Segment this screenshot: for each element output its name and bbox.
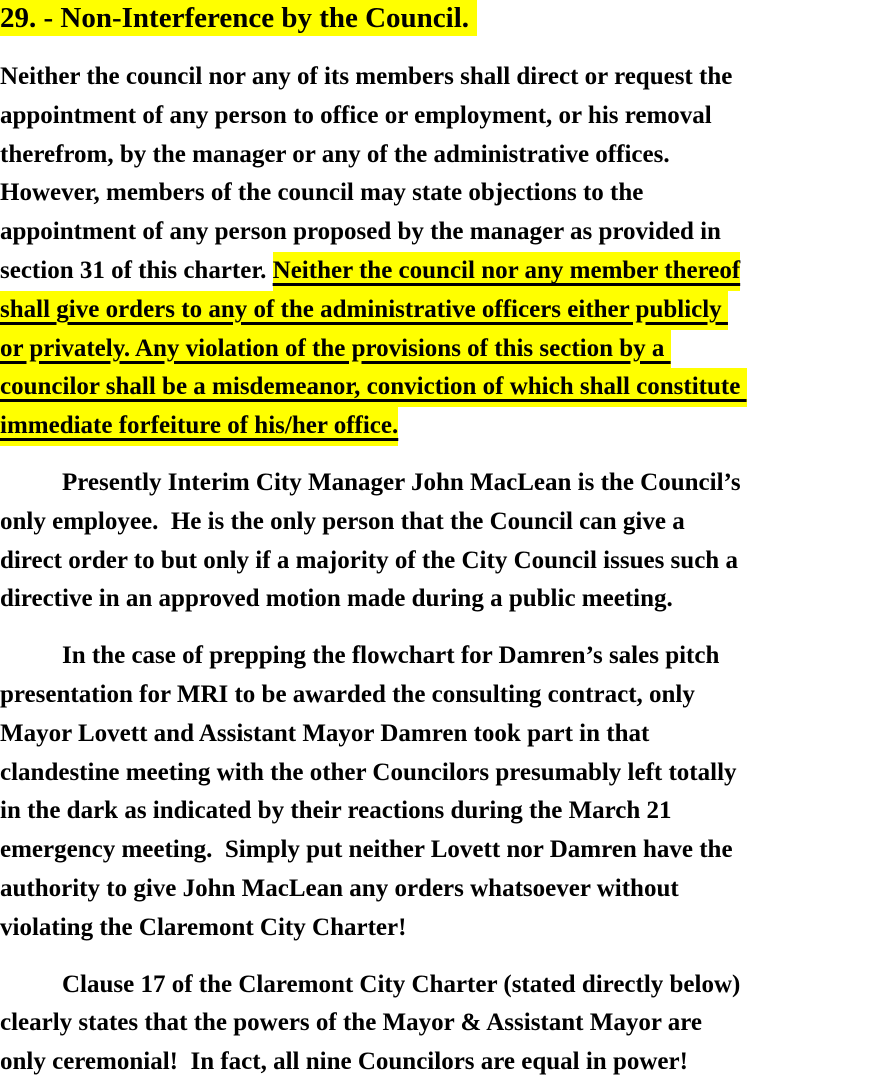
text-line — [0, 676, 879, 715]
text-line — [0, 754, 879, 793]
body-text: only ceremonial! In fact, all nine Councilors are equal in power! — [0, 1048, 688, 1076]
text-line — [0, 909, 879, 948]
highlighted-underlined-text: immediate forfeiture of his/her office. — [0, 407, 398, 446]
section-heading-highlight: 29. - Non-Interference by the Council. — [0, 0, 477, 36]
paragraph — [0, 464, 879, 619]
body-text: section 31 of this charter. — [0, 256, 273, 284]
text-line — [0, 1043, 879, 1082]
paragraph — [0, 637, 879, 947]
body-text: clearly states that the powers of the Mayor & Assistant Mayor are — [0, 1009, 702, 1037]
body-text: Neither the council nor any of its members shall direct or request the — [0, 63, 733, 90]
paragraph — [0, 966, 879, 1082]
text-line — [0, 1004, 879, 1043]
body-text: However, members of the council may state objections to the — [0, 179, 644, 207]
highlighted-underlined-text: Neither the council nor any member thereof — [273, 252, 741, 291]
body-text: clandestine meeting with the other Councilors presumably left totally — [0, 758, 737, 786]
text-line — [0, 407, 879, 446]
body-text: violating the Claremont City Charter! — [0, 913, 407, 941]
text-line — [0, 966, 879, 1005]
text-line — [0, 580, 879, 619]
text-line — [0, 715, 879, 754]
text-line — [0, 542, 879, 581]
text-line — [0, 213, 879, 252]
text-line — [0, 464, 879, 503]
text-line — [0, 97, 879, 136]
body-text: presentation for MRI to be awarded the consulting contract, only — [0, 680, 695, 708]
text-line — [0, 368, 879, 407]
text-line — [0, 792, 879, 831]
paragraph — [0, 58, 879, 446]
text-line — [0, 870, 879, 909]
body-text: Presently Interim City Manager John MacLean is the Council’s — [62, 468, 741, 496]
text-line — [0, 291, 879, 330]
body-text: only employee. He is the only person that the Council can give a — [0, 507, 685, 535]
body-text: authority to give John MacLean any orders whatsoever without — [0, 874, 679, 902]
text-line — [0, 330, 879, 369]
body-text: directive in an approved motion made during a public meeting. — [0, 585, 673, 613]
body-text: emergency meeting. Simply put neither Lovett nor Damren have the — [0, 836, 733, 864]
text-line — [0, 58, 879, 97]
body-text: direct order to but only if a majority of the City Council issues such a — [0, 546, 738, 574]
text-line — [0, 174, 879, 213]
highlighted-underlined-text: councilor shall be a misdemeanor, conviction of which shall constitute — [0, 368, 747, 407]
text-line — [0, 252, 879, 291]
highlighted-underlined-text: shall give orders to any of the administrative officers either publicly — [0, 291, 728, 330]
body-text: appointment of any person proposed by the manager as provided in — [0, 218, 721, 246]
body-text: Mayor Lovett and Assistant Mayor Damren took part in that — [0, 719, 650, 747]
body-text: in the dark as indicated by their reactions during the March 21 — [0, 797, 672, 825]
text-line — [0, 637, 879, 676]
body-text: In the case of prepping the flowchart for Damren’s sales pitch — [62, 642, 720, 670]
body-text: therefrom, by the manager or any of the administrative offices. — [0, 140, 670, 168]
body-text: Clause 17 of the Claremont City Charter (stated directly below) — [62, 970, 741, 998]
text-line — [0, 136, 879, 175]
text-line — [0, 831, 879, 870]
highlighted-underlined-text: or privately. Any violation of the provisions of this section by a — [0, 330, 671, 369]
body-text: appointment of any person to office or employment, or his removal — [0, 101, 712, 129]
section-heading — [0, 0, 879, 36]
text-line — [0, 503, 879, 542]
document-body — [0, 58, 879, 1082]
